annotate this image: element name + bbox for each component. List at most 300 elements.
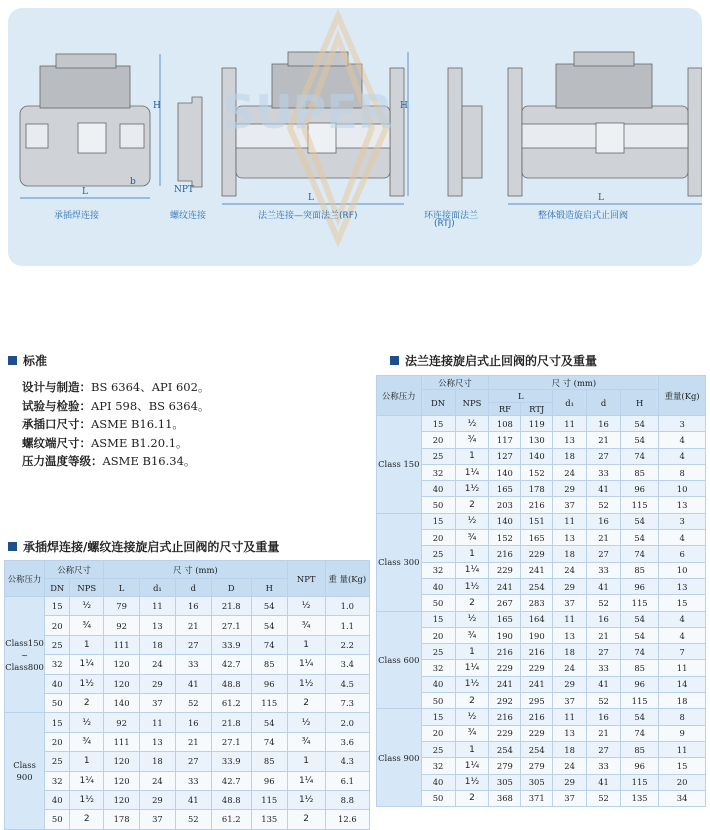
table-cell: 13 — [553, 725, 587, 741]
col-size: 公称尺寸 — [421, 376, 489, 390]
table-row — [377, 741, 706, 757]
table-cell: 29 — [553, 774, 587, 790]
col-dn: DN — [421, 390, 455, 416]
table-cell: 20 — [421, 432, 455, 448]
table-cell: 13 — [140, 616, 176, 635]
table-cell: 120 — [104, 674, 140, 693]
col-h: H — [251, 579, 287, 597]
table-cell: 15 — [421, 513, 455, 529]
table-row — [5, 771, 370, 790]
table-cell: 115 — [621, 497, 659, 513]
table-cell: 117 — [489, 432, 521, 448]
table-cell: 33 — [587, 464, 621, 480]
table-cell: 1 — [455, 644, 489, 660]
table-cell: 11 — [553, 709, 587, 725]
table-cell: 41 — [587, 578, 621, 594]
table-cell: 29 — [140, 674, 176, 693]
table-cell: 18 — [140, 635, 176, 654]
table-cell: 29 — [553, 481, 587, 497]
table-cell: 54 — [621, 611, 659, 627]
table-cell: 216 — [489, 546, 521, 562]
table-cell: 54 — [621, 513, 659, 529]
valve-drawings — [8, 8, 702, 266]
table-cell: 279 — [489, 758, 521, 774]
table-row — [377, 530, 706, 546]
table-cell: 295 — [521, 693, 553, 709]
table-cell: 18 — [553, 448, 587, 464]
table-cell: 2 — [455, 790, 489, 806]
table-row — [377, 627, 706, 643]
table-row — [5, 810, 370, 829]
table-cell: 8 — [659, 709, 706, 725]
table-cell: 18 — [553, 644, 587, 660]
col-D: D — [211, 579, 251, 597]
table-cell: 32 — [421, 660, 455, 676]
table-row — [377, 725, 706, 741]
dim-l-1: L — [82, 187, 88, 197]
table-cell: 25 — [45, 752, 70, 771]
col-rtj: RTJ — [521, 403, 553, 416]
table-cell: 24 — [553, 464, 587, 480]
table-cell: 1½ — [455, 481, 489, 497]
table-cell: 25 — [421, 448, 455, 464]
caption-rtj: 环连接面法兰 — [424, 211, 479, 221]
table-cell: 2 — [70, 693, 104, 712]
table-cell: ¾ — [455, 627, 489, 643]
table-cell: 229 — [489, 725, 521, 741]
table-cell: 27 — [587, 448, 621, 464]
table-cell: 21.8 — [211, 597, 251, 616]
table-cell: 1½ — [455, 676, 489, 692]
table-cell: 92 — [104, 616, 140, 635]
col-nps: NPS — [70, 579, 104, 597]
table-cell: 54 — [621, 709, 659, 725]
table-cell: 1¼ — [70, 655, 104, 674]
table-cell: 152 — [489, 530, 521, 546]
table-row — [5, 790, 370, 809]
table-cell: 4 — [659, 432, 706, 448]
table-cell: 241 — [521, 562, 553, 578]
flange-size-weight-table — [376, 375, 706, 807]
table-cell: 13 — [553, 530, 587, 546]
table-cell: 32 — [421, 758, 455, 774]
table-cell: 6 — [659, 546, 706, 562]
table-cell: 52 — [175, 693, 211, 712]
table-cell: 120 — [104, 790, 140, 809]
table-cell: 48.8 — [211, 674, 251, 693]
table-cell: 165 — [489, 611, 521, 627]
table-cell: 115 — [621, 693, 659, 709]
table-cell: 7 — [659, 644, 706, 660]
col-h: H — [621, 390, 659, 416]
col-weight: 重 量(Kg) — [325, 561, 369, 597]
table-cell: 37 — [553, 693, 587, 709]
pressure-class-cell: Class 150 — [377, 416, 422, 514]
table-cell: 2.0 — [325, 713, 369, 732]
standard-line: 承插口尺寸：ASME B16.11。 — [22, 417, 184, 432]
col-l: L — [489, 390, 553, 403]
table-row — [377, 432, 706, 448]
table-cell: ½ — [455, 709, 489, 725]
table-cell: 33 — [175, 655, 211, 674]
table-cell: 40 — [421, 578, 455, 594]
table-cell: ½ — [455, 416, 489, 432]
table-cell: 29 — [140, 790, 176, 809]
table-cell: 40 — [421, 676, 455, 692]
table-cell: 21 — [175, 616, 211, 635]
table-cell: 29 — [553, 676, 587, 692]
table-cell: 52 — [587, 790, 621, 806]
table-cell: 54 — [621, 530, 659, 546]
table-cell: 27 — [587, 644, 621, 660]
table-cell: 7.3 — [325, 693, 369, 712]
col-rf: RF — [489, 403, 521, 416]
table-cell: 4 — [659, 611, 706, 627]
table-cell: 24 — [553, 660, 587, 676]
table-cell: 61.2 — [211, 810, 251, 829]
table-cell: 4.3 — [325, 752, 369, 771]
table-cell: 85 — [621, 464, 659, 480]
table-cell: 13 — [553, 627, 587, 643]
table-cell: 37 — [553, 595, 587, 611]
table-cell: 32 — [45, 771, 70, 790]
flange-table-heading — [390, 352, 597, 369]
table-cell: 41 — [175, 674, 211, 693]
col-d1: d₁ — [140, 579, 176, 597]
table-cell: 40 — [45, 790, 70, 809]
caption-rf: 法兰连接—突面法兰(RF) — [258, 211, 358, 221]
table-cell: 50 — [45, 693, 70, 712]
table-cell: 18 — [659, 693, 706, 709]
table-cell: 48.8 — [211, 790, 251, 809]
table-cell: 279 — [521, 758, 553, 774]
table-cell: 1¼ — [287, 771, 325, 790]
table-cell: 178 — [521, 481, 553, 497]
table-cell: 10 — [659, 481, 706, 497]
standard-title: 标准 — [23, 354, 48, 368]
table-cell: 1 — [287, 635, 325, 654]
table-cell: 120 — [104, 752, 140, 771]
flange-left-2 — [508, 68, 522, 196]
table-cell: ½ — [287, 713, 325, 732]
table-row — [377, 481, 706, 497]
table-cell: 216 — [521, 709, 553, 725]
table-cell: 21 — [587, 530, 621, 546]
table-cell: 40 — [421, 481, 455, 497]
table-cell: 54 — [251, 713, 287, 732]
table-cell: 120 — [104, 655, 140, 674]
table-row — [377, 758, 706, 774]
table-cell: 16 — [587, 611, 621, 627]
table-cell: 21 — [175, 732, 211, 751]
table-cell: 18 — [553, 741, 587, 757]
rtj-flange — [448, 68, 462, 196]
table-cell: 33 — [587, 758, 621, 774]
table-cell: 74 — [251, 635, 287, 654]
table-cell: 111 — [104, 635, 140, 654]
table-cell: 2 — [287, 693, 325, 712]
table-cell: 15 — [45, 713, 70, 732]
table-cell: 50 — [421, 790, 455, 806]
table-row — [377, 578, 706, 594]
dim-npt: NPT — [174, 185, 194, 195]
table-row — [5, 674, 370, 693]
square-bullet-icon — [8, 542, 17, 551]
square-bullet-icon — [8, 356, 17, 365]
table-row — [5, 635, 370, 654]
standard-list — [22, 378, 209, 471]
table-cell: 127 — [489, 448, 521, 464]
table-cell: 96 — [621, 676, 659, 692]
table-cell: 115 — [251, 790, 287, 809]
table-cell: 41 — [587, 774, 621, 790]
table-row — [377, 660, 706, 676]
table-cell: 96 — [621, 578, 659, 594]
table-cell: 24 — [553, 562, 587, 578]
table-cell: 115 — [621, 595, 659, 611]
table-cell: 11 — [659, 660, 706, 676]
table-cell: 37 — [140, 810, 176, 829]
table-cell: 37 — [140, 693, 176, 712]
table-cell: ¾ — [287, 732, 325, 751]
table-cell: 13 — [659, 578, 706, 594]
table-cell: 16 — [587, 709, 621, 725]
table-cell: 37 — [553, 790, 587, 806]
table-cell: 1 — [70, 635, 104, 654]
dim-h-2: H — [400, 101, 408, 111]
table-cell: 1½ — [70, 790, 104, 809]
table-cell: 11 — [140, 713, 176, 732]
table-cell: 3.6 — [325, 732, 369, 751]
table-cell: 111 — [104, 732, 140, 751]
table-row — [5, 655, 370, 674]
table-cell: 18 — [140, 752, 176, 771]
table-cell: 1½ — [70, 674, 104, 693]
dim-b: b — [130, 177, 136, 187]
table-cell: 9 — [659, 725, 706, 741]
table-cell: 32 — [421, 562, 455, 578]
table-cell: 85 — [621, 660, 659, 676]
table-cell: 2 — [455, 693, 489, 709]
table-cell: 152 — [521, 464, 553, 480]
table-cell: 96 — [621, 758, 659, 774]
diagram-panel — [8, 8, 702, 266]
table-cell: ¾ — [455, 432, 489, 448]
socket-size-weight-table — [4, 560, 370, 830]
table-cell: 41 — [587, 481, 621, 497]
table-cell: 190 — [521, 627, 553, 643]
table-cell: 190 — [489, 627, 521, 643]
pressure-class-cell: Class 900 — [5, 713, 45, 829]
table-cell: 2 — [70, 810, 104, 829]
col-weight: 重量(Kg) — [659, 376, 706, 416]
table-cell: 1¼ — [70, 771, 104, 790]
col-pressure: 公称压力 — [377, 376, 422, 416]
socket-table-heading — [8, 538, 279, 555]
col-dims: 尺 寸 (mm) — [104, 561, 288, 579]
table-cell: ¾ — [455, 725, 489, 741]
table-cell: 115 — [251, 693, 287, 712]
table-cell: 119 — [521, 416, 553, 432]
table-cell: 15 — [421, 416, 455, 432]
table-cell: 2.2 — [325, 635, 369, 654]
pressure-class-cell: Class 300 — [377, 513, 422, 611]
table-cell: 27 — [587, 741, 621, 757]
table-cell: 229 — [521, 725, 553, 741]
standard-line: 设计与制造：BS 6364、API 602。 — [22, 380, 210, 394]
table-cell: 92 — [104, 713, 140, 732]
table-cell: 18 — [553, 546, 587, 562]
table-cell: 305 — [521, 774, 553, 790]
table-cell: 16 — [587, 513, 621, 529]
table-cell: ¾ — [455, 530, 489, 546]
table-cell: 241 — [489, 676, 521, 692]
table-cell: 85 — [251, 655, 287, 674]
standard-line: 试验与检验：API 598、BS 6364。 — [22, 398, 210, 413]
table-cell: 254 — [521, 741, 553, 757]
table-cell: 2 — [455, 497, 489, 513]
table-cell: 229 — [521, 660, 553, 676]
table-cell: 79 — [104, 597, 140, 616]
table-cell: 61.2 — [211, 693, 251, 712]
standard-line: 压力温度等级：ASME B16.34。 — [22, 454, 196, 469]
table-row — [377, 497, 706, 513]
table-cell: 203 — [489, 497, 521, 513]
table-cell: 27 — [175, 635, 211, 654]
table-row — [377, 464, 706, 480]
col-dn: DN — [45, 579, 70, 597]
table-cell: 50 — [421, 595, 455, 611]
table-cell: 50 — [45, 810, 70, 829]
table-row — [5, 752, 370, 771]
table-cell: 1¼ — [455, 758, 489, 774]
table-cell: 3 — [659, 416, 706, 432]
table-cell: 1½ — [455, 578, 489, 594]
table-cell: 54 — [251, 616, 287, 635]
table-cell: 27 — [587, 546, 621, 562]
table-cell: 27 — [175, 752, 211, 771]
table-cell: 115 — [621, 774, 659, 790]
table-cell: ¾ — [70, 732, 104, 751]
table-cell: 33 — [175, 771, 211, 790]
table-cell: 164 — [521, 611, 553, 627]
table-cell: 21 — [587, 725, 621, 741]
table-cell: 267 — [489, 595, 521, 611]
table-cell: 96 — [621, 481, 659, 497]
table-cell: 74 — [621, 546, 659, 562]
table-cell: 27.1 — [211, 616, 251, 635]
table-cell: 41 — [587, 676, 621, 692]
table-cell: 37 — [553, 497, 587, 513]
table-cell: 140 — [489, 464, 521, 480]
table-row — [377, 611, 706, 627]
col-nps: NPS — [455, 390, 489, 416]
table-cell: 11 — [553, 416, 587, 432]
table-cell: 140 — [521, 448, 553, 464]
table-cell: 54 — [621, 432, 659, 448]
table-cell: 25 — [45, 635, 70, 654]
table-cell: 108 — [489, 416, 521, 432]
table-cell: ¾ — [287, 616, 325, 635]
col-pressure: 公称压力 — [5, 561, 45, 597]
table-cell: 52 — [587, 595, 621, 611]
table-cell: ½ — [455, 611, 489, 627]
table-cell: 13 — [553, 432, 587, 448]
table-cell: 24 — [140, 771, 176, 790]
table-cell: 305 — [489, 774, 521, 790]
table-row — [377, 709, 706, 725]
table-cell: 1 — [455, 546, 489, 562]
table-cell: 8 — [659, 464, 706, 480]
table-cell: 216 — [521, 497, 553, 513]
table-cell: 15 — [659, 595, 706, 611]
table-cell: 40 — [45, 674, 70, 693]
table-row — [377, 693, 706, 709]
table-cell: 165 — [521, 530, 553, 546]
table-cell: 241 — [521, 676, 553, 692]
table-cell: 21 — [587, 627, 621, 643]
table-cell: ½ — [70, 713, 104, 732]
table-cell: 85 — [621, 741, 659, 757]
col-d1: d₁ — [553, 390, 587, 416]
table-cell: 33.9 — [211, 752, 251, 771]
col-d: d — [587, 390, 621, 416]
table-cell: 11 — [553, 611, 587, 627]
table-row — [377, 513, 706, 529]
table-cell: 165 — [489, 481, 521, 497]
table-cell: 96 — [251, 771, 287, 790]
table-cell: 15 — [45, 597, 70, 616]
table-cell: 1.0 — [325, 597, 369, 616]
table-cell: ½ — [287, 597, 325, 616]
table-cell: 120 — [104, 771, 140, 790]
table-cell: 1½ — [287, 790, 325, 809]
table-cell: 229 — [521, 546, 553, 562]
table-cell: 74 — [621, 644, 659, 660]
table-cell: 130 — [521, 432, 553, 448]
table-cell: 8.8 — [325, 790, 369, 809]
table-cell: 1¼ — [455, 562, 489, 578]
table-cell: 32 — [421, 464, 455, 480]
table-cell: 229 — [489, 660, 521, 676]
table-cell: 178 — [104, 810, 140, 829]
table-cell: 42.7 — [211, 655, 251, 674]
caption-forged: 整体锻造旋启式止回阀 — [538, 211, 629, 221]
table-cell: 25 — [421, 546, 455, 562]
caption-socket-weld: 承插焊连接 — [54, 211, 100, 221]
table-cell: 135 — [621, 790, 659, 806]
table-cell: 151 — [521, 513, 553, 529]
table-cell: 2 — [455, 595, 489, 611]
table-row — [377, 595, 706, 611]
col-dims: 尺 寸 (mm) — [489, 376, 659, 390]
col-size: 公称尺寸 — [45, 561, 104, 579]
table-cell: 27.1 — [211, 732, 251, 751]
table-cell: 50 — [421, 497, 455, 513]
flange-table-title: 法兰连接旋启式止回阀的尺寸及重量 — [405, 354, 598, 368]
table-cell: 40 — [421, 774, 455, 790]
standard-heading — [8, 352, 47, 369]
table-cell: 16 — [175, 713, 211, 732]
table-cell: 33 — [587, 562, 621, 578]
table-cell: 24 — [553, 758, 587, 774]
table-cell: 1¼ — [287, 655, 325, 674]
table-cell: 50 — [421, 693, 455, 709]
table-cell: 283 — [521, 595, 553, 611]
table-row — [377, 790, 706, 806]
valve-bonnet — [40, 66, 130, 108]
table-cell: 13 — [659, 497, 706, 513]
